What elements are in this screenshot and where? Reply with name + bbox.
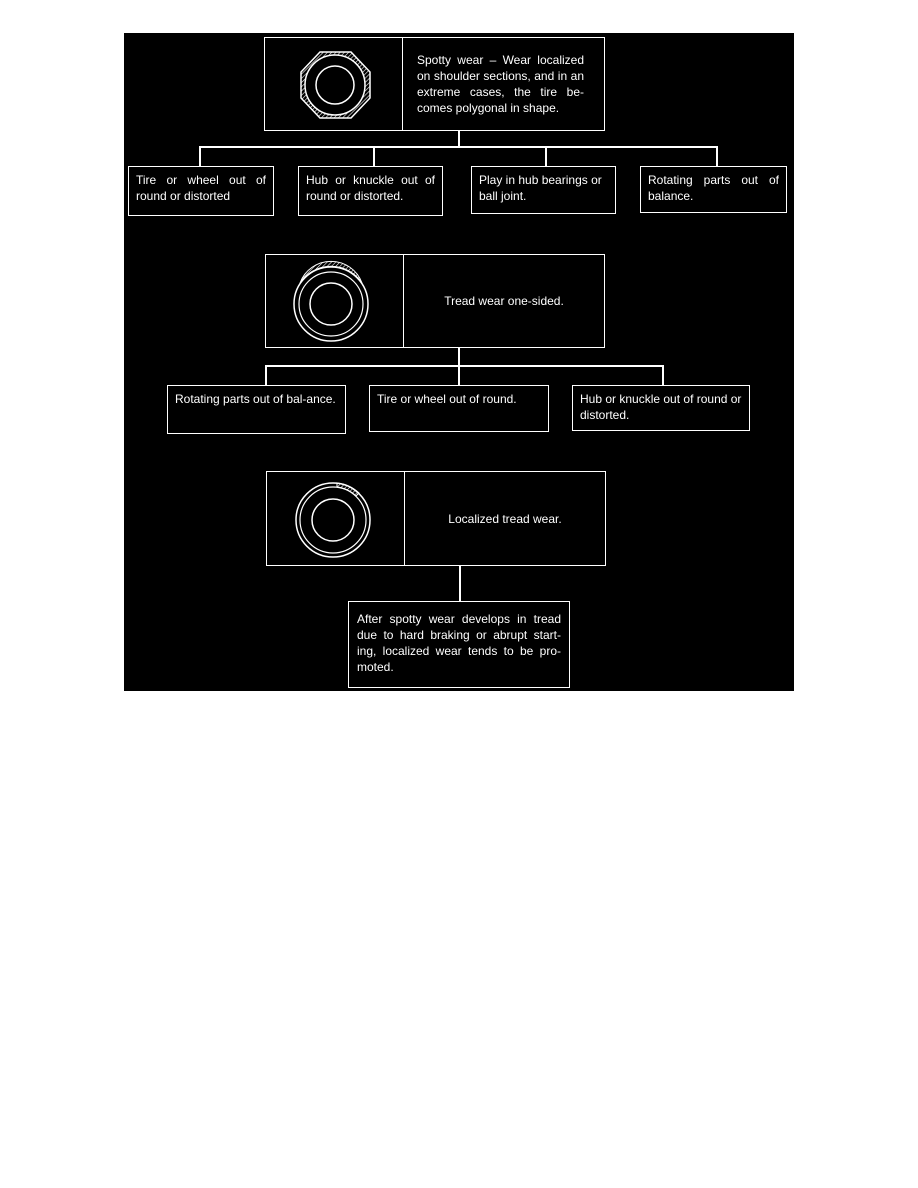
connector: [545, 146, 547, 166]
diagram-panel: [124, 33, 794, 691]
header-localized-wear: [266, 471, 606, 566]
one-sided-wear-tire-icon: [266, 255, 404, 349]
header-spotty-wear: [264, 37, 605, 131]
header-text: Localized tread wear.: [448, 511, 562, 526]
connector: [458, 131, 460, 147]
connector: [458, 365, 460, 385]
cause-box: Hub or knuckle out of round or distorted.: [298, 166, 443, 216]
cause-box: Hub or knuckle out of round or distorted.: [572, 385, 750, 431]
tire-icon-cell: [265, 38, 403, 130]
connector: [716, 146, 718, 166]
connector: [373, 146, 375, 166]
tire-icon-cell: [267, 472, 405, 565]
tire-icon-cell: [266, 255, 404, 347]
connector: [458, 348, 460, 366]
cause-box: Rotating parts out of balance.: [640, 166, 787, 213]
cause-box: Tire or wheel out of round.: [369, 385, 549, 432]
polygonal-tire-icon: [265, 38, 403, 132]
header-one-sided-wear: [265, 254, 605, 348]
connector: [265, 365, 267, 385]
header-text: Tread wear one-sided.: [444, 294, 564, 308]
localized-wear-tire-icon: [267, 472, 405, 567]
cause-box: Play in hub bearings or ball joint.: [471, 166, 616, 214]
cause-box: After spotty wear develops in tread due to hard braking or abrupt start-ing, localized wear tends to be pro-moted.: [348, 601, 570, 688]
connector: [662, 365, 664, 385]
cause-box: Rotating parts out of bal-ance.: [167, 385, 346, 434]
header-text: Spotty wear – Wear localized on shoulder sections, and in an extreme cases, the tire be-comes polygonal in shape.: [417, 53, 584, 115]
connector: [199, 146, 201, 166]
cause-box: Tire or wheel out of round or distorted: [128, 166, 274, 216]
connector: [265, 365, 663, 367]
connector: [199, 146, 717, 148]
connector: [459, 566, 461, 601]
